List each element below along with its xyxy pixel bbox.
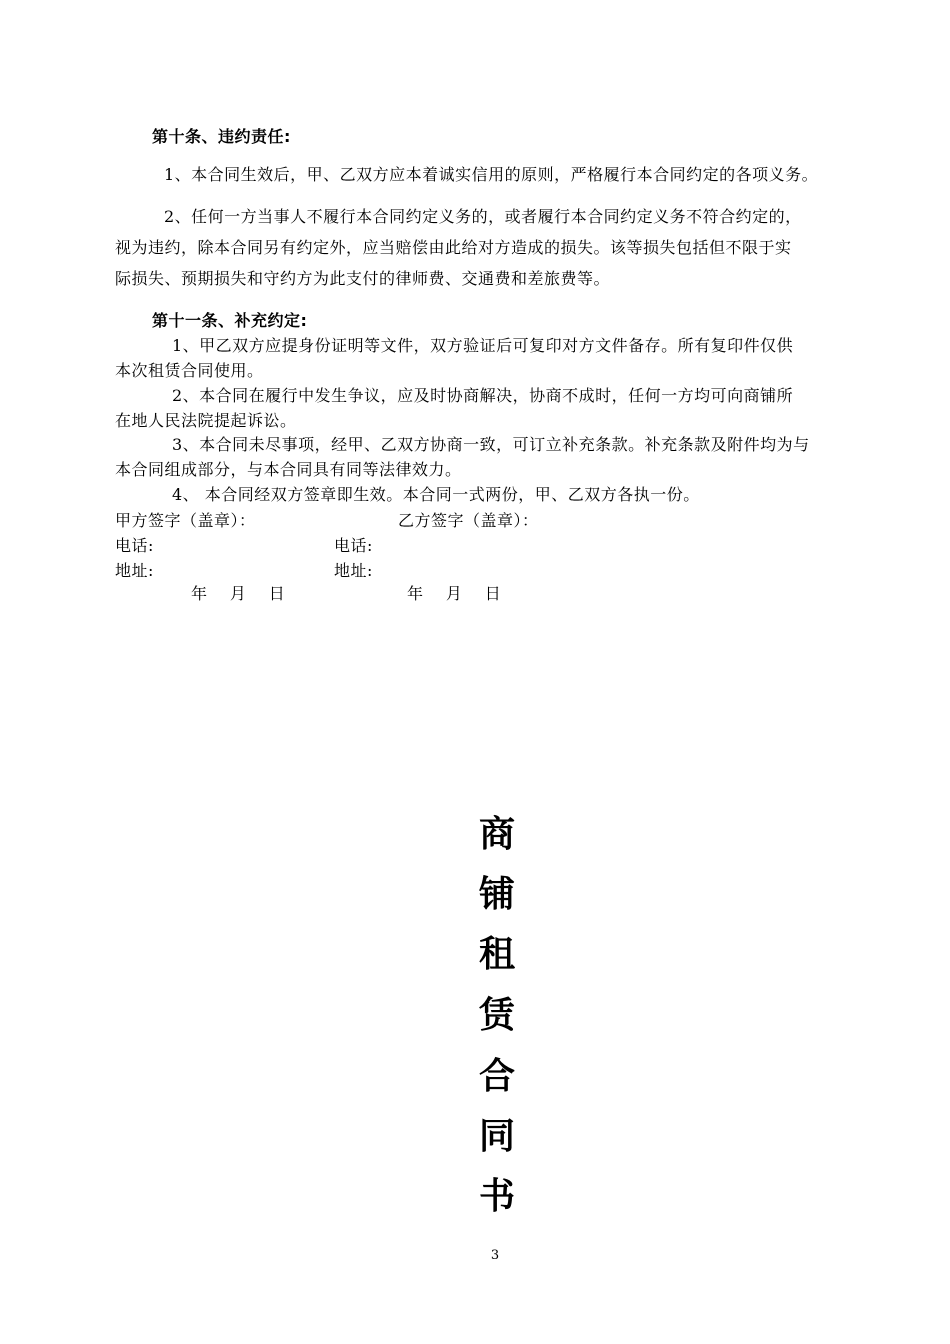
article-10-clause-1: 1、本合同生效后，甲、乙双方应本着诚实信用的原则，严格履行本合同约定的各项义务。 — [164, 165, 819, 184]
article-10-heading: 第十条、违约责任: — [152, 127, 291, 146]
article-10-clause-2-line-2: 视为违约，除本合同另有约定外，应当赔偿由此给对方造成的损失。该等损失包括但不限于实 — [115, 238, 792, 257]
cover-title-char-1: 商 — [478, 814, 515, 855]
party-b-phone-label: 电话: — [334, 536, 373, 555]
page-number: 3 — [490, 1248, 500, 1263]
party-b-date: 年 月 日 — [407, 584, 502, 603]
party-a-date: 年 月 日 — [191, 584, 286, 603]
cover-title-char-5: 合 — [478, 1056, 515, 1097]
cover-title-char-4: 赁 — [478, 995, 515, 1036]
party-b-signature-label: 乙方签字（盖章）： — [398, 511, 539, 530]
party-b-address-label: 地址: — [334, 561, 373, 580]
article-10-clause-2-line-1: 2、任何一方当事人不履行本合同约定义务的，或者履行本合同约定义务不符合约定的， — [164, 207, 802, 226]
cover-title-char-2: 铺 — [478, 874, 515, 915]
party-a-signature-label: 甲方签字（盖章）： — [115, 511, 256, 530]
article-11-clause-2-line-1: 2、本合同在履行中发生争议，应及时协商解决，协商不成时，任何一方均可向商铺所 — [172, 386, 794, 405]
party-a-address-label: 地址: — [115, 561, 154, 580]
article-11-clause-3-line-2: 本合同组成部分，与本合同具有同等法律效力。 — [115, 460, 462, 479]
article-11-clause-2-line-2: 在地人民法院提起诉讼。 — [115, 411, 297, 430]
article-11-clause-1-line-2: 本次租赁合同使用。 — [115, 361, 264, 380]
article-10-clause-2-line-3: 际损失、预期损失和守约方为此支付的律师费、交通费和差旅费等。 — [115, 269, 611, 288]
cover-title-char-3: 租 — [478, 934, 515, 975]
cover-title-char-7: 书 — [478, 1176, 515, 1217]
party-a-phone-label: 电话: — [115, 536, 154, 555]
article-11-clause-1-line-1: 1、甲乙双方应提身份证明等文件，双方验证后可复印对方文件备存。所有复印件仅供 — [172, 336, 794, 355]
article-11-clause-4: 4、 本合同经双方签章即生效。本合同一式两份，甲、乙双方各执一份。 — [172, 485, 700, 504]
article-11-clause-3-line-1: 3、本合同未尽事项，经甲、乙双方协商一致，可订立补充条款。补充条款及附件均为与 — [172, 435, 810, 454]
cover-title-char-6: 同 — [478, 1116, 515, 1157]
article-11-heading: 第十一条、补充约定: — [152, 311, 308, 330]
